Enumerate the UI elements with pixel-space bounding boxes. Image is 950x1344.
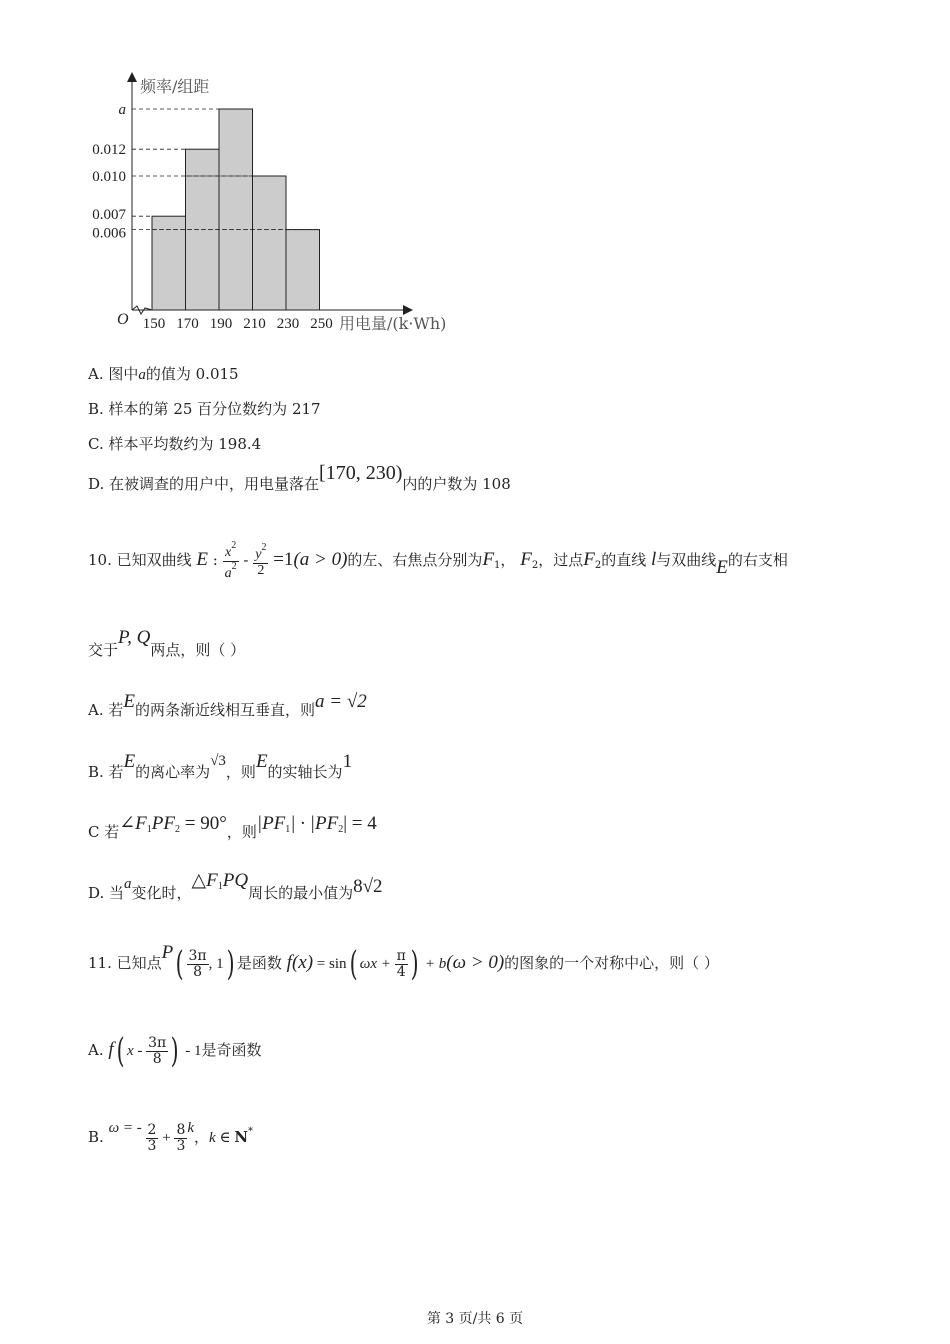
q11-option-b: B. ω = - $\frac{2}{3}$ + $\frac{8}{3}$ k，k ∈ N* bbox=[88, 1120, 254, 1154]
x-tick-label: 250 bbox=[310, 316, 333, 332]
page-footer: 第 3 页/共 6 页 bbox=[426, 1311, 524, 1327]
fraction-8-3: $\frac{8}{3}$ bbox=[176, 1121, 186, 1154]
x-tick-label: 190 bbox=[209, 316, 233, 332]
q10-option-b: B. 若E的离心率为√3，则E的实轴长为1 bbox=[88, 751, 353, 781]
q10-option-d: D. 当a变化时，$\triangle F_1PQ$周长的最小值为8√2 bbox=[88, 870, 383, 902]
q10-stem-line2: 交于P, Q两点，则（ ） bbox=[88, 627, 246, 659]
histogram-chart bbox=[85, 70, 475, 345]
x-axis-label: 用电量/(k·Wh) bbox=[339, 314, 447, 333]
fraction-3pi-8-a: $\frac{3\pi}{8}$ bbox=[148, 1034, 167, 1067]
chart-layer bbox=[92, 72, 446, 333]
bar-210-230 bbox=[253, 176, 287, 310]
y-tick-label: 0.006 bbox=[92, 225, 126, 242]
fraction-2-3: $\frac{2}{3}$ bbox=[147, 1121, 157, 1154]
x-tick-label: 150 bbox=[142, 316, 166, 332]
y-tick-label: 0.012 bbox=[92, 142, 126, 159]
fraction-x2-a2: $\frac{x^2}{a^2}$ bbox=[224, 539, 237, 581]
x-tick-label: 230 bbox=[276, 316, 300, 332]
bar-150-170 bbox=[152, 216, 186, 310]
q9-option-b: B. 样本的第 25 百分位数约为 217 bbox=[88, 400, 321, 418]
x-tick-label: 210 bbox=[243, 316, 266, 332]
bar-230-250 bbox=[286, 230, 320, 310]
fraction-3pi-8: $\frac{3\pi}{8}$ bbox=[188, 947, 207, 980]
y-tick-label: 0.010 bbox=[92, 169, 126, 185]
q9-option-a: A. 图中a的值为 0.015 bbox=[88, 365, 239, 383]
q10-option-c: C 若$\angle F_1PF_2 = 90^\circ$，则$|PF_1| \cdot |PF_2| = 4$ bbox=[88, 813, 377, 841]
fraction-pi-4: $\frac{\pi}{4}$ bbox=[396, 947, 406, 980]
fraction-y2-2: $\frac{y^2}{2}$ bbox=[255, 542, 267, 578]
y-axis-label: 频率/组距 bbox=[140, 77, 210, 96]
bar-190-210 bbox=[219, 109, 253, 310]
x-tick-label: 170 bbox=[176, 316, 199, 332]
y-tick-label: a bbox=[118, 102, 126, 118]
q9-option-c: C. 样本平均数约为 198.4 bbox=[88, 435, 262, 453]
y-tick-label: 0.007 bbox=[92, 207, 126, 224]
q9-option-d: D. 在被调查的用户中，用电量落在[170, 230)内的户数为 108 bbox=[88, 462, 511, 493]
q11-option-a: A. f( x - $\frac{3\pi}{8}$ ) - 1是奇函数 bbox=[88, 1031, 262, 1071]
q10-stem-line1: 10. 已知双曲线 E : $\frac{x^2}{a^2}$ - $\frac{y^2}{2}$ =1(a > 0)的左、右焦点分别为$F_1$， $F_2$，过点$F_2$的直线 l与双曲线E的右支相 bbox=[88, 539, 788, 581]
origin-label: O bbox=[117, 311, 129, 328]
q11-stem: 11. 已知点P( $\frac{3\pi}{8}$ , 1) 是函数 f(x) = sin( ωx + $\frac{\pi}{4}$ ) + b(ω > 0)的图象的一个对称中心，则（ ） bbox=[88, 942, 719, 984]
q10-option-a: A. 若E的两条渐近线相互垂直，则a = √2 bbox=[88, 691, 367, 719]
y-axis-arrow bbox=[127, 72, 137, 82]
